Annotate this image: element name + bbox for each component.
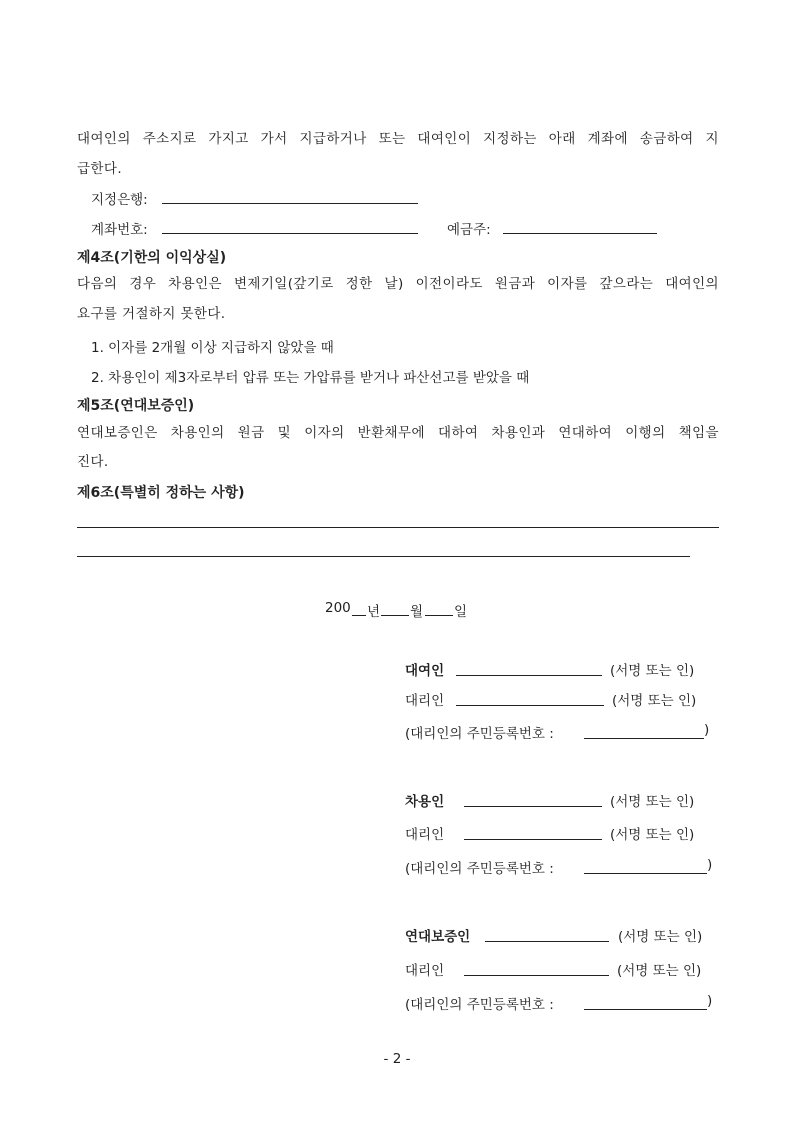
borrower-name-blank[interactable] [464,806,602,807]
date-day: 일 [454,604,468,620]
agent-label: 대리인 [405,963,445,979]
sign-suffix: (서명 또는 인) [610,794,695,810]
year-blank[interactable] [352,615,366,616]
lender-agent-blank[interactable] [456,705,604,706]
agent-id-label: (대리인의 주민등록번호 : [405,861,554,877]
sign-suffix: (서명 또는 인) [612,693,697,709]
agent-label: 대리인 [405,827,445,843]
paragraph-line: 대여인의 주소지로 가지고 가서 지급하거나 또는 대여인이 지정하는 아래 계좌에 송금하여 지 [77,131,719,147]
agent-id-label: (대리인의 주민등록번호 : [405,997,554,1013]
lender-label: 대여인 [405,663,445,679]
list-item: 2. 차용인이 제3자로부터 압류 또는 가압류를 받거나 파산선고를 받았을 때 [91,370,530,386]
agent-label: 대리인 [405,693,445,709]
borrower-agent-blank[interactable] [464,839,602,840]
page-number: - 2 - [383,1051,411,1067]
paragraph-line: 진다. [77,454,109,470]
account-holder-blank[interactable] [503,233,657,234]
lender-name-blank[interactable] [456,675,602,676]
paragraph-line: 다음의 경우 차용인은 변제기일(갚기로 정한 날) 이전이라도 원금과 이자를 갚으라는 대여인의 [77,276,719,292]
guarantor-label: 연대보증인 [405,929,471,945]
date-month: 월 [410,604,424,620]
account-label: 계좌번호: [91,222,148,238]
borrower-agent-id-blank[interactable] [584,873,707,874]
agent-id-close: ) [707,993,713,1009]
guarantor-agent-blank[interactable] [464,975,609,976]
article-6-title: 제6조(특별히 정하는 사항) [77,485,245,501]
day-blank[interactable] [425,615,453,616]
date-year-prefix: 200 [325,600,351,616]
holder-label: 예금주: [447,222,491,238]
borrower-label: 차용인 [405,794,445,810]
sign-suffix: (서명 또는 인) [617,963,702,979]
agent-id-close: ) [704,722,710,738]
date-year: 년 [367,604,381,620]
sign-suffix: (서명 또는 인) [610,827,695,843]
special-terms-blank[interactable] [77,556,690,557]
paragraph-line: 급한다. [77,161,123,177]
sign-suffix: (서명 또는 인) [618,929,703,945]
month-blank[interactable] [381,615,409,616]
agent-id-label: (대리인의 주민등록번호 : [405,726,554,742]
paragraph-line: 연대보증인은 차용인의 원금 및 이자의 반환채무에 대하여 차용인과 연대하여 이행의 책임을 [77,425,719,441]
special-terms-blank[interactable] [77,527,719,528]
paragraph-line: 요구를 거절하지 못한다. [77,306,226,322]
article-5-title: 제5조(연대보증인) [77,398,195,414]
guarantor-name-blank[interactable] [485,941,609,942]
lender-agent-id-blank[interactable] [584,738,704,739]
article-4-title: 제4조(기한의 이익상실) [77,250,227,266]
agent-id-close: ) [707,857,713,873]
list-item: 1. 이자를 2개월 이상 지급하지 않았을 때 [91,340,334,356]
guarantor-agent-id-blank[interactable] [584,1009,707,1010]
bank-name-blank[interactable] [162,203,418,204]
account-number-blank[interactable] [162,233,418,234]
sign-suffix: (서명 또는 인) [610,663,695,679]
bank-label: 지정은행: [91,192,148,208]
